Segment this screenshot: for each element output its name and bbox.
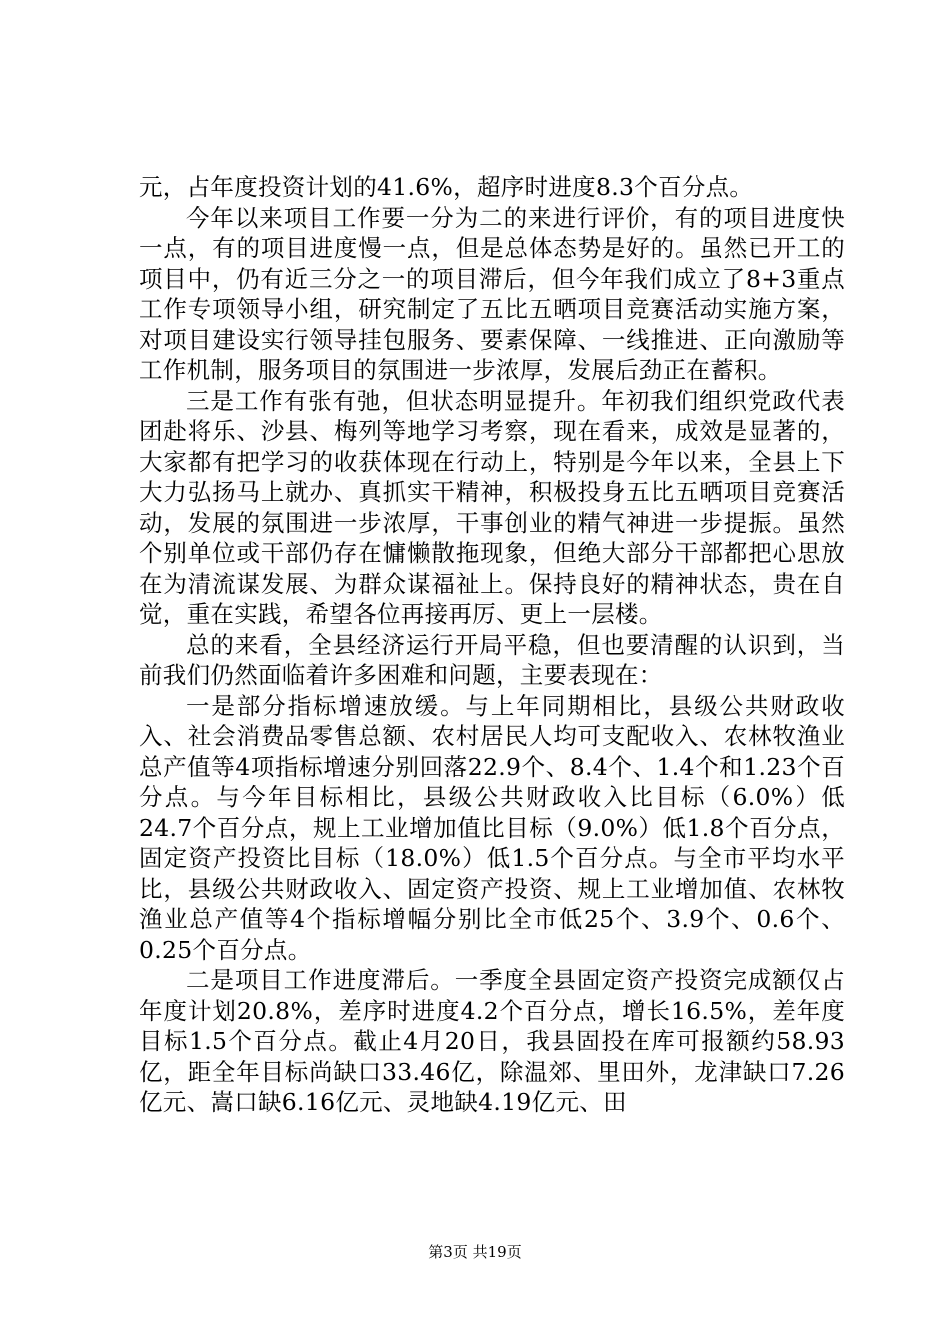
paragraph-5: 一是部分指标增速放缓。与上年同期相比，县级公共财政收入、社会消费品零售总额、农村居民人均可支配收入、农林牧渔业总产值等4项指标增速分别回落22.9个、8.4个、1.4个和1.23个百分点。与今年目标相比，县级公共财政收入比目标（6.0%）低24.7个百分点，规上工业增加值比目标（9.0%）低1.8个百分点，固定资产投资比目标（18.0%）低1.5个百分点。与全市平均水平比，县级公共财政收入、固定资产投资、规上工业增加值、农林牧渔业总产值等4个指标增幅分别比全市低25个、3.9个、0.6个、0.25个百分点。 [139,691,845,964]
paragraph-6: 二是项目工作进度滞后。一季度全县固定资产投资完成额仅占年度计划20.8%，差序时进度4.2个百分点，增长16.5%，差年度目标1.5个百分点。截止4月20日，我县固投在库可报额约58.93亿，距全年目标尚缺口33.46亿，除温郊、里田外，龙津缺口7.26亿元、嵩口缺6.16亿元、灵地缺4.19亿元、田 [139,966,845,1116]
document-body [139,172,845,1118]
paragraph-2: 今年以来项目工作要一分为二的来进行评价，有的项目进度快一点，有的项目进度慢一点，但是总体态势是好的。虽然已开工的项目中，仍有近三分之一的项目滞后，但今年我们成立了8+3重点工作专项领导小组，研究制定了五比五晒项目竞赛活动实施方案，对项目建设实行领导挂包服务、要素保障、一线推进、正向激励等工作机制，服务项目的氛围进一步浓厚，发展后劲正在蓄积。 [139,203,845,384]
page-number: 第3页 共19页 [428,1243,522,1261]
paragraph-4: 总的来看，全县经济运行开局平稳，但也要清醒的认识到，当前我们仍然面临着许多困难和问题，主要表现在： [139,630,845,689]
paragraph-1: 元，占年度投资计划的41.6%，超序时进度8.3个百分点。 [139,173,754,201]
page-footer [0,1242,950,1262]
paragraph-3: 三是工作有张有弛，但状态明显提升。年初我们组织党政代表团赴将乐、沙县、梅列等地学习考察，现在看来，成效是显著的，大家都有把学习的收获体现在行动上，特别是今年以来，全县上下大力弘扬马上就办、真抓实干精神，积极投身五比五晒项目竞赛活动，发展的氛围进一步浓厚，干事创业的精气神进一步提振。虽然个别单位或干部仍存在慵懒散拖现象，但绝大部分干部都把心思放在为清流谋发展、为群众谋福祉上。保持良好的精神状态，贵在自觉，重在实践，希望各位再接再厉、更上一层楼。 [139,386,845,628]
